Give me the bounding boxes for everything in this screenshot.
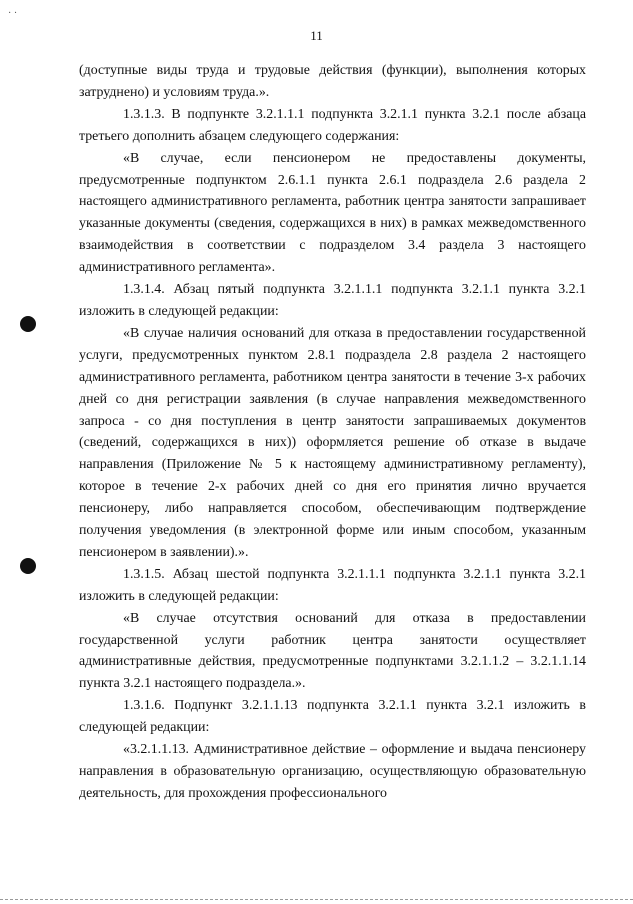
punch-hole-top [20, 316, 36, 332]
punch-hole-bottom [20, 558, 36, 574]
paragraph-3: «В случае, если пенсионером не предоставлены документы, предусмотренные подпунктом 2.6.1.1 пункта 2.6.1 подраздела 2.6 раздела 2 настоящего административного регламента, работник центра занятости запрашивает указанные документы (сведения, содержащихся в них) в рамках межведомственного взаимодействия в соответствии с подразделом 3.4 раздела 3 настоящего административного регламента». [79, 150, 586, 276]
paragraph-8: 1.3.1.6. Подпункт 3.2.1.1.13 подпункта 3.2.1.1 пункта 3.2.1 изложить в следующей редакции: [79, 698, 586, 736]
paragraph-9: «3.2.1.1.13. Административное действие – оформление и выдача пенсионеру направления в образовательную организацию, осуществляющую образовательную деятельность, для прохождения профессионального [79, 742, 586, 801]
paragraph-6: 1.3.1.5. Абзац шестой подпункта 3.2.1.1.1 подпункта 3.2.1.1 пункта 3.2.1 изложить в следующей редакции: [79, 566, 586, 604]
paragraph-5: «В случае наличия оснований для отказа в предоставлении государственной услуги, предусмотренных пунктом 2.8.1 подраздела 2.8 раздела 2 настоящего административного регламента, работником центра занятости в течение 3-х рабочих дней со дня регистрации заявления (в случае направления межведомственного запроса - со дня поступления в центр занятости запрашиваемых документов (сведений, содержащихся в них)) оформляется решение об отказе в выдаче направления (Приложение № 5 к настоящему административному регламенту), которое в течение 2-х рабочих дней со дня его принятия лично вручается пенсионеру, либо направляется способом, обеспечивающим подтверждение получения уведомления (в электронной форме или иным способом, указанным пенсионером в заявлении).». [79, 325, 586, 560]
scan-edge [0, 898, 633, 900]
document-body [79, 60, 586, 805]
paragraph-7: «В случае отсутствия оснований для отказа в предоставлении государственной услуги работник центра занятости осуществляет административные действия, предусмотренные подпунктами 3.2.1.1.2 – 3.2.1.1.14 пункта 3.2.1 настоящего подраздела.». [79, 610, 586, 692]
paragraph-2: 1.3.1.3. В подпункте 3.2.1.1.1 подпункта 3.2.1.1 пункта 3.2.1 после абзаца третьего дополнить абзацем следующего содержания: [79, 106, 586, 144]
paragraph-4: 1.3.1.4. Абзац пятый подпункта 3.2.1.1.1 подпункта 3.2.1.1 пункта 3.2.1 изложить в следующей редакции: [79, 282, 586, 319]
scan-specks: · · [8, 8, 18, 19]
paragraph-1: (доступные виды труда и трудовые действия (функции), выполнения которых затруднено) и условиям труда.». [79, 63, 586, 100]
page-number: 11 [310, 28, 323, 43]
